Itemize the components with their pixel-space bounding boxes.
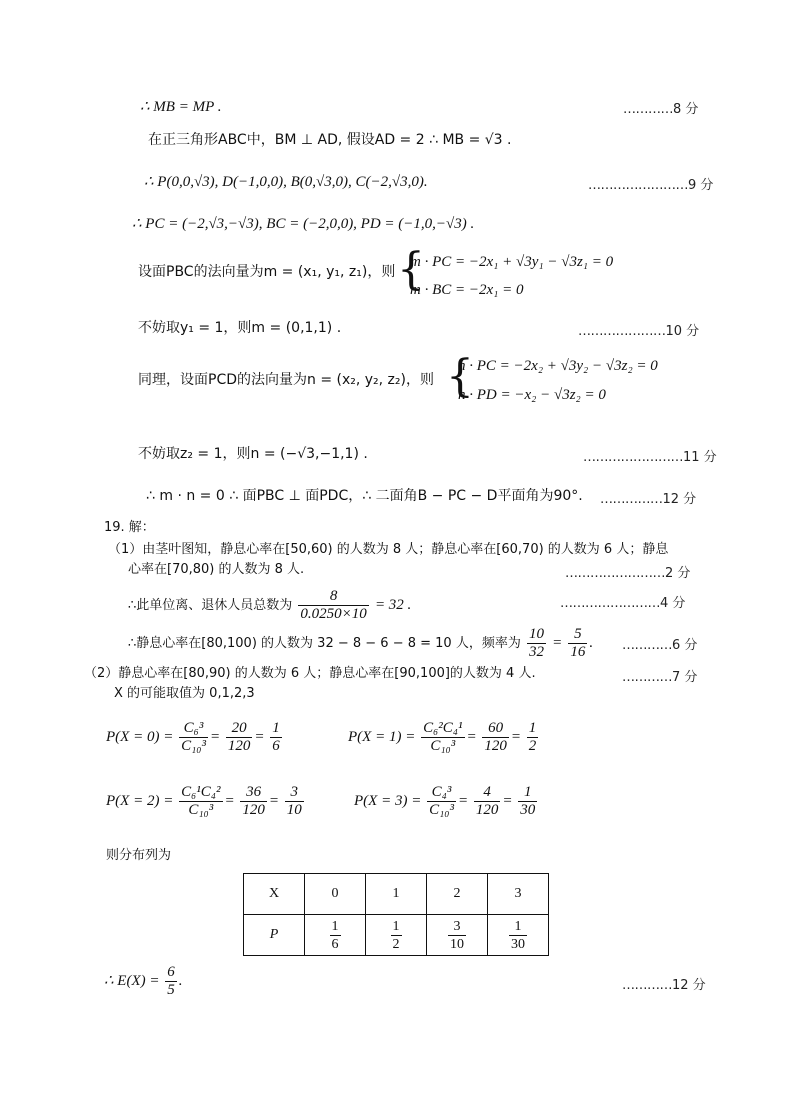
part1-frequency: ∴静息心率在[80,100) 的人数为 32 − 8 − 6 − 8 = 10 人，频率为 $\frac{10}{32}$ = $\frac{5}{16}$ .: [128, 626, 594, 660]
line-mb-mp: ∴ MB = MP .: [140, 99, 222, 115]
part2-values: X 的可能取值为 0,1,2,3: [114, 686, 255, 701]
score-4: ……………………4 分: [560, 596, 686, 611]
score-6: …………6 分: [622, 638, 698, 653]
score-7: …………7 分: [622, 670, 698, 685]
eq-n-pc: n · PC = −2x₂ + √3y₂ − √3z₂ = 0: [458, 358, 658, 374]
table-cell: $\frac{3}{10}$: [427, 915, 488, 956]
score-9: ……………………9 分: [588, 178, 714, 193]
table-cell: $\frac{1}{30}$: [488, 915, 549, 956]
distribution-table: [243, 873, 549, 956]
line-normal-pcd: 同理，设面PCD的法向量为n = (x₂, y₂, z₂)，则: [138, 372, 434, 388]
part2-line: （2）静息心率在[80,90) 的人数为 6 人；静息心率在[90,100]的人数为 4 人.: [84, 666, 536, 681]
table-cell: 1: [366, 874, 427, 915]
eq-n-pd: n · PD = −x₂ − √3z₂ = 0: [458, 387, 606, 403]
score-10: …………………10 分: [578, 324, 700, 339]
score-12a: ……………12 分: [600, 492, 697, 507]
prob-x2: P(X = 2) = $\frac{\text{C₆¹C₄²}}{\text{C₁₀³}}$ = $\frac{36}{120}$ = $\frac{3}{10}$: [106, 784, 302, 818]
prob-x3: P(X = 3) = $\frac{\text{C₄³}}{\text{C₁₀³}}$ = $\frac{4}{120}$ = $\frac{1}{30}$: [354, 784, 536, 818]
line-normal-pbc: 设面PBC的法向量为m = (x₁, y₁, z₁)，则: [138, 264, 396, 280]
table-cell: $\frac{1}{2}$: [366, 915, 427, 956]
prob-x1: P(X = 1) = $\frac{\text{C₆²C₄¹}}{\text{C₁₀³}}$ = $\frac{60}{120}$ = $\frac{1}{2}$: [348, 720, 537, 754]
score-8: …………8 分: [623, 102, 699, 117]
table-row: [244, 915, 549, 956]
expectation: ∴ E(X) = $\frac{6}{5}$ .: [104, 964, 183, 998]
score-11: ……………………11 分: [583, 450, 717, 465]
line-coordinates: ∴ P(0,0,√3), D(−1,0,0), B(0,√3,0), C(−2,√3,0).: [144, 174, 428, 190]
line-take-z2: 不妨取z₂ = 1，则n = (−√3,−1,1) .: [138, 446, 368, 462]
brace-pcd: {: [446, 351, 474, 402]
part1-line-b: 心率在[70,80) 的人数为 8 人.: [128, 562, 305, 577]
table-cell: X: [244, 874, 305, 915]
brace-pbc: {: [397, 244, 425, 295]
table-cell: P: [244, 915, 305, 956]
line-take-y1: 不妨取y₁ = 1，则m = (0,1,1) .: [138, 320, 342, 336]
part1-total: ∴此单位离、退休人员总数为 $\frac{8}{0.0250\times 10}$ = 32 .: [128, 588, 412, 622]
dist-label: 则分布列为: [106, 848, 172, 863]
eq-m-pc: m · PC = −2x₁ + √3y₁ − √3z₁ = 0: [410, 254, 614, 270]
eq-m-bc: m · BC = −2x₁ = 0: [410, 282, 524, 298]
total-num: 8: [298, 588, 368, 606]
line-equilateral: 在正三角形ABC中，BM ⊥ AD, 假设AD = 2 ∴ MB = √3 .: [148, 132, 512, 148]
table-cell: 0: [305, 874, 366, 915]
line-dihedral: ∴ m · n = 0 ∴ 面PBC ⊥ 面PDC，∴ 二面角B − PC − D平面角为90°.: [146, 488, 583, 504]
question-19-title: 19. 解：: [104, 520, 155, 535]
part1-line-a: （1）由茎叶图知，静息心率在[50,60) 的人数为 8 人；静息心率在[60,70) 的人数为 6 人；静息: [108, 542, 669, 557]
prob-x0: P(X = 0) = $\frac{\text{C₆³}}{\text{C₁₀³}}$ = $\frac{20}{120}$ = $\frac{1}{6}$: [106, 720, 280, 754]
score-12b: …………12 分: [622, 978, 706, 993]
table-cell: 2: [427, 874, 488, 915]
score-2: ……………………2 分: [565, 566, 691, 581]
table-row: [244, 874, 549, 915]
table-cell: 3: [488, 874, 549, 915]
total-den: 0.0250×10: [300, 606, 367, 622]
line-vectors: ∴ PC = (−2,√3,−√3), BC = (−2,0,0), PD = (−1,0,−√3) .: [132, 216, 475, 232]
table-cell: $\frac{1}{6}$: [305, 915, 366, 956]
